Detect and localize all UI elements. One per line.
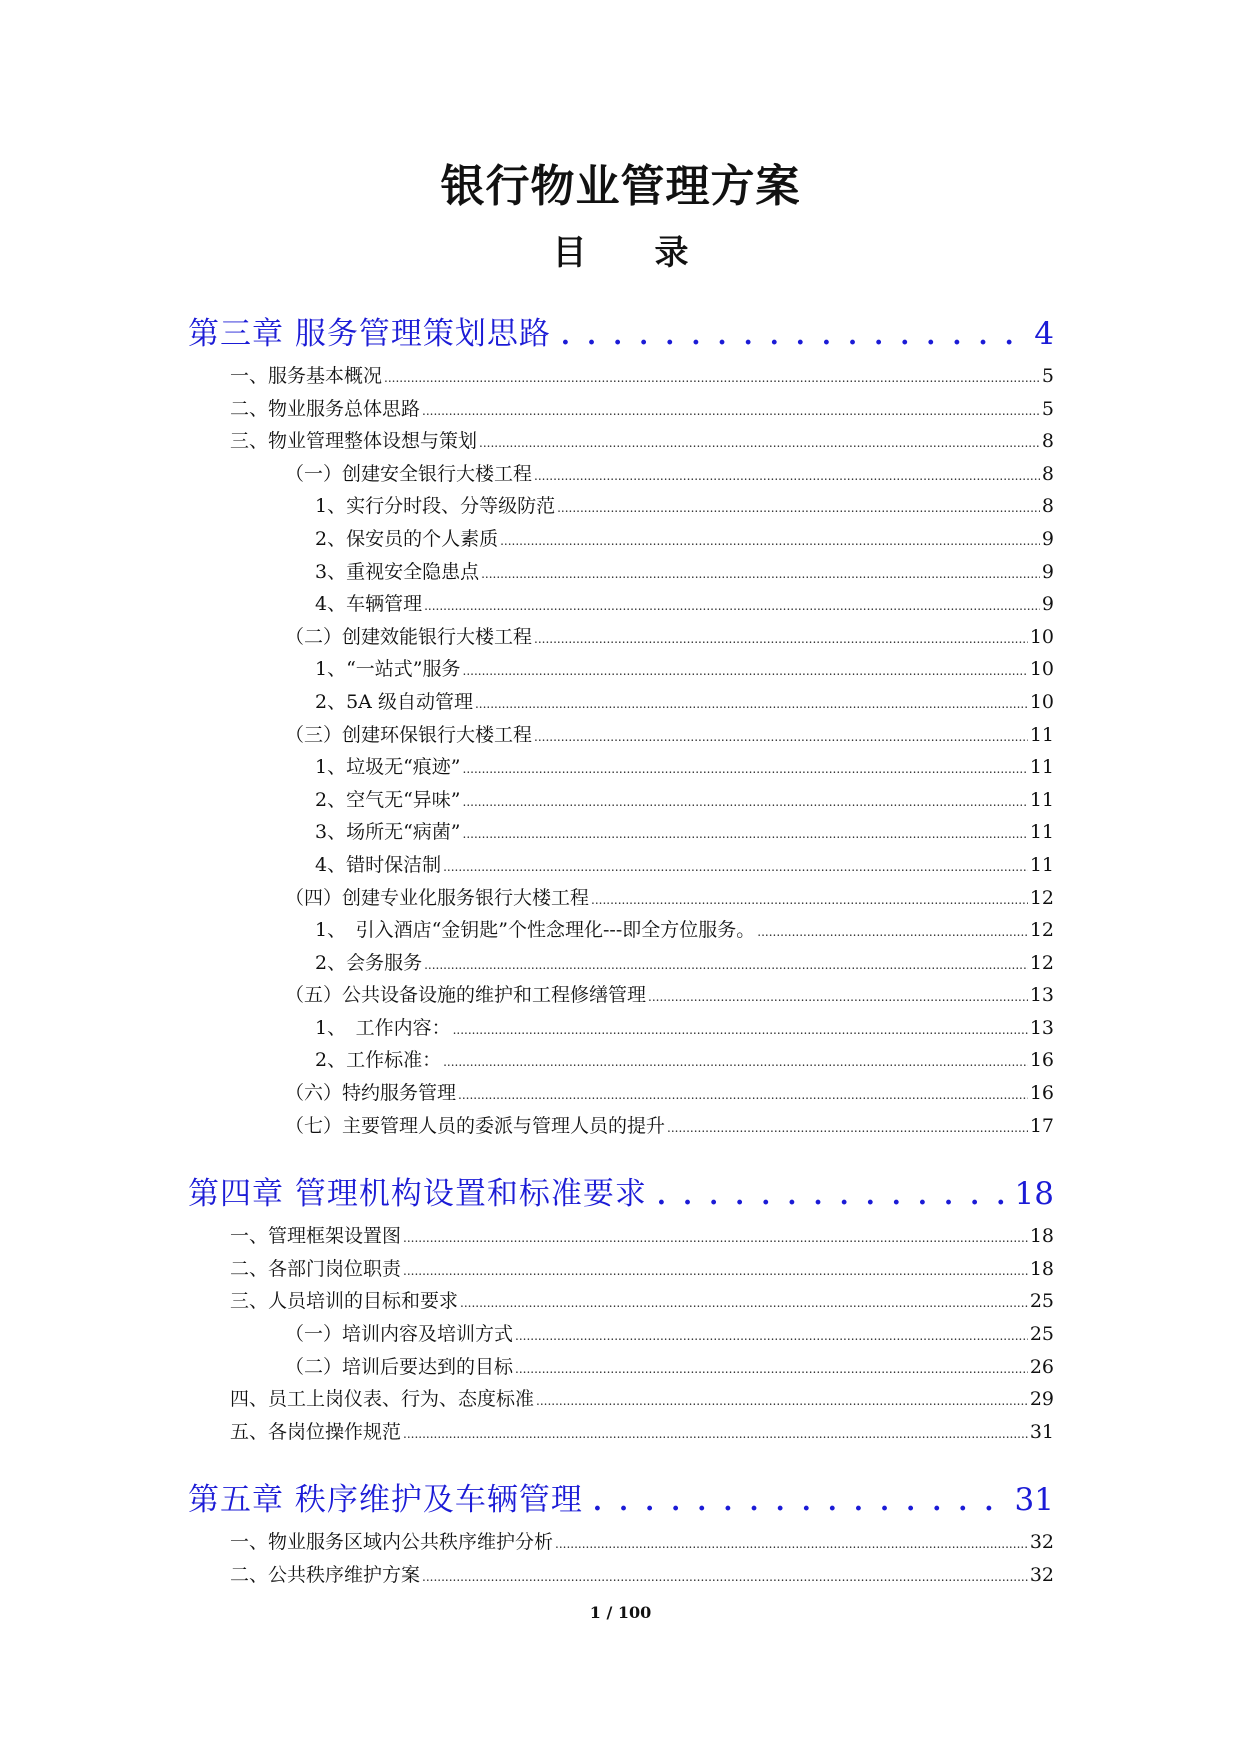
toc-entry[interactable] [188,947,1054,980]
chapter-page-number: 31 [1014,1482,1054,1519]
dot-leader [515,1320,1028,1353]
toc-entry[interactable] [188,914,1054,947]
chapter-title: 第五章 秩序维护及车辆管理 [188,1482,583,1519]
dot-leader [403,1255,1028,1288]
dot-leader [403,1222,1028,1255]
chapter-heading[interactable] [188,312,1054,356]
chapter-entries [188,360,1054,1142]
toc-entry[interactable] [188,588,1054,621]
dot-leader [557,492,1040,525]
dot-leader [443,1046,1028,1079]
toc-entry[interactable] [188,1077,1054,1110]
toc-entry-page-number: 13 [1029,1016,1054,1039]
dot-leader [757,916,1028,949]
dot-leader [515,1353,1028,1386]
toc-entry-label: 二、公共秩序维护方案 [230,1564,421,1586]
toc-entry-page-number: 11 [1029,853,1054,876]
toc-entry-page-number: 5 [1041,365,1054,387]
toc-entry-label: （三）创建环保银行大楼工程 [285,723,533,746]
chapter-title: 第三章 服务管理策划思路 [188,316,551,352]
toc-entry-page-number: 5 [1041,397,1054,420]
toc-entry-label: （一）创建安全银行大楼工程 [285,462,533,485]
toc-entry-page-number: 8 [1041,430,1054,453]
chapter-title: 第四章 管理机构设置和标准要求 [188,1176,647,1213]
toc-entry-page-number: 11 [1029,821,1054,844]
chapter-heading[interactable] [188,1172,1054,1216]
toc-entry-page-number: 17 [1029,1114,1054,1137]
toc-entry-label: 1、“一站式”服务 [315,658,461,681]
toc-entry-label: （五）公共设备设施的维护和工程修缮管理 [285,984,647,1007]
toc-entry[interactable] [188,1559,1054,1592]
toc-entry-label: 4、错时保洁制 [315,853,442,876]
dot-leader [591,884,1028,917]
toc-entry[interactable] [188,751,1054,784]
chapter-entries [188,1526,1054,1591]
toc-entry-page-number: 16 [1029,1049,1054,1072]
toc-entry[interactable] [188,882,1054,915]
toc-entry[interactable] [188,1383,1054,1416]
toc-entry-page-number: 11 [1029,723,1054,746]
dot-leader [536,1385,1028,1418]
dot-leader [460,1287,1028,1320]
toc-entry[interactable] [188,1318,1054,1351]
toc-entry-page-number: 26 [1029,1355,1054,1378]
toc-entry-label: 二、物业服务总体思路 [230,397,421,420]
toc-entry[interactable] [188,1351,1054,1384]
toc-entry[interactable] [188,1416,1054,1449]
toc-entry-page-number: 25 [1029,1323,1054,1346]
toc-entry[interactable] [188,1110,1054,1143]
chapter-entries [188,1220,1054,1448]
dot-leader [500,525,1040,558]
toc-entry-page-number: 10 [1029,658,1054,681]
dot-leader [403,1418,1028,1451]
toc-entry[interactable] [188,1044,1054,1077]
toc-entry-label: 二、各部门岗位职责 [230,1257,402,1280]
toc-entry[interactable] [188,653,1054,686]
toc-entry-label: 1、 引入酒店“金钥匙”个性念理化---即全方位服务。 [315,919,756,942]
dot-leader [534,721,1028,754]
chapter-page-number: 4 [1034,316,1054,352]
toc-entry-label: （二）培训后要达到的目标 [285,1355,514,1378]
toc-entry-page-number: 29 [1029,1388,1054,1411]
dot-leader [424,949,1028,982]
toc-heading: 目 录 [552,233,689,273]
toc-entry-label: 2、会务服务 [315,951,423,974]
toc-entry[interactable] [188,523,1054,556]
toc-entry-label: 1、垃圾无“痕迹” [315,756,461,779]
page-number: 1 / 100 [589,1603,652,1622]
toc-entry-page-number: 18 [1029,1225,1054,1248]
toc-entry[interactable] [188,556,1054,589]
toc-entry-page-number: 12 [1029,951,1054,974]
dot-leader [667,1112,1028,1145]
dot-leader [443,851,1028,884]
toc-entry[interactable] [188,784,1054,817]
dot-leader [422,1561,1028,1594]
toc-entry[interactable] [188,1253,1054,1286]
toc-entry-page-number: 10 [1029,625,1054,648]
dot-leader [424,590,1040,623]
toc-entry-page-number: 25 [1029,1290,1054,1313]
toc-entry-label: 四、员工上岗仪表、行为、态度标准 [230,1388,535,1411]
toc-entry-page-number: 9 [1041,560,1054,583]
toc-entry-label: （六）特约服务管理 [285,1082,457,1105]
dot-leader [534,460,1040,493]
toc-entry-page-number: 32 [1029,1531,1054,1554]
toc-entry-label: 三、物业管理整体设想与策划 [230,430,478,453]
toc-entry-page-number: 31 [1029,1420,1054,1443]
dot-leader [561,314,1028,358]
toc-entry-page-number: 11 [1029,788,1054,811]
chapter-page-number: 18 [1014,1176,1054,1213]
dot-leader [458,1079,1028,1112]
toc-entry-label: 三、人员培训的目标和要求 [230,1290,459,1313]
chapter-heading[interactable] [188,1478,1054,1522]
toc-entry-page-number: 8 [1041,462,1054,485]
toc-entry[interactable] [188,490,1054,523]
toc-entry-page-number: 12 [1029,886,1054,909]
toc-entry[interactable] [188,425,1054,458]
toc-entry-label: 2、保安员的个人素质 [315,527,499,550]
toc-entry-label: 一、服务基本概况 [230,365,383,387]
dot-leader [463,655,1028,688]
toc-entry-label: 2、5A 级自动管理 [315,690,473,713]
toc-entry-label: （七）主要管理人员的委派与管理人员的提升 [285,1114,666,1137]
toc-entry-label: 3、场所无“病菌” [315,821,461,844]
dot-leader [481,558,1040,591]
dot-leader [648,981,1028,1014]
toc-entry[interactable] [188,458,1054,491]
toc-entry-page-number: 9 [1041,527,1054,550]
dot-leader [534,623,1028,656]
dot-leader [463,753,1028,786]
toc-entry-label: （二）创建效能银行大楼工程 [285,625,533,648]
toc-entry-page-number: 10 [1029,690,1054,713]
toc-entry[interactable] [188,1526,1054,1559]
toc-entry-label: 3、重视安全隐患点 [315,560,480,583]
toc-entry-label: （四）创建专业化服务银行大楼工程 [285,886,590,909]
dot-leader [479,427,1040,460]
dot-leader [657,1174,1009,1218]
toc-entry-page-number: 16 [1029,1082,1054,1105]
dot-leader [593,1480,1009,1524]
dot-leader [453,1014,1028,1047]
toc-entry-page-number: 18 [1029,1257,1054,1280]
dot-leader [475,688,1028,721]
dot-leader [384,362,1040,395]
toc-entry-page-number: 11 [1029,756,1054,779]
toc-entry-label: 一、管理框架设置图 [230,1225,402,1248]
toc-entry[interactable] [188,979,1054,1012]
toc-entry-page-number: 9 [1041,593,1054,616]
toc-entry[interactable] [188,1285,1054,1318]
toc-entry-page-number: 8 [1041,495,1054,518]
toc-entry[interactable] [188,360,1054,393]
toc-entry-label: 2、空气无“异味” [315,788,461,811]
toc-entry[interactable] [188,621,1054,654]
toc-entry-page-number: 12 [1029,919,1054,942]
toc-entry[interactable] [188,719,1054,752]
toc-entry-label: 1、实行分时段、分等级防范 [315,495,556,518]
toc-entry[interactable] [188,1012,1054,1045]
toc-entry-label: 一、物业服务区域内公共秩序维护分析 [230,1531,554,1554]
toc-entry[interactable] [188,1220,1054,1253]
toc-entry[interactable] [188,849,1054,882]
toc-entry[interactable] [188,393,1054,426]
toc-entry-label: 1、 工作内容： [315,1016,451,1039]
document-title: 银行物业管理方案 [440,161,801,212]
dot-leader [555,1528,1028,1561]
toc-entry-label: 2、工作标准： [315,1049,442,1072]
toc-entry[interactable] [188,686,1054,719]
toc-entry[interactable] [188,816,1054,849]
toc-entry-page-number: 13 [1029,984,1054,1007]
toc-entry-page-number: 32 [1029,1564,1054,1586]
dot-leader [422,395,1040,428]
dot-leader [463,818,1028,851]
dot-leader [463,786,1028,819]
toc-entry-label: 五、各岗位操作规范 [230,1420,402,1443]
table-of-contents [188,312,1054,1592]
toc-entry-label: 4、车辆管理 [315,593,423,616]
toc-entry-label: （一）培训内容及培训方式 [285,1323,514,1346]
